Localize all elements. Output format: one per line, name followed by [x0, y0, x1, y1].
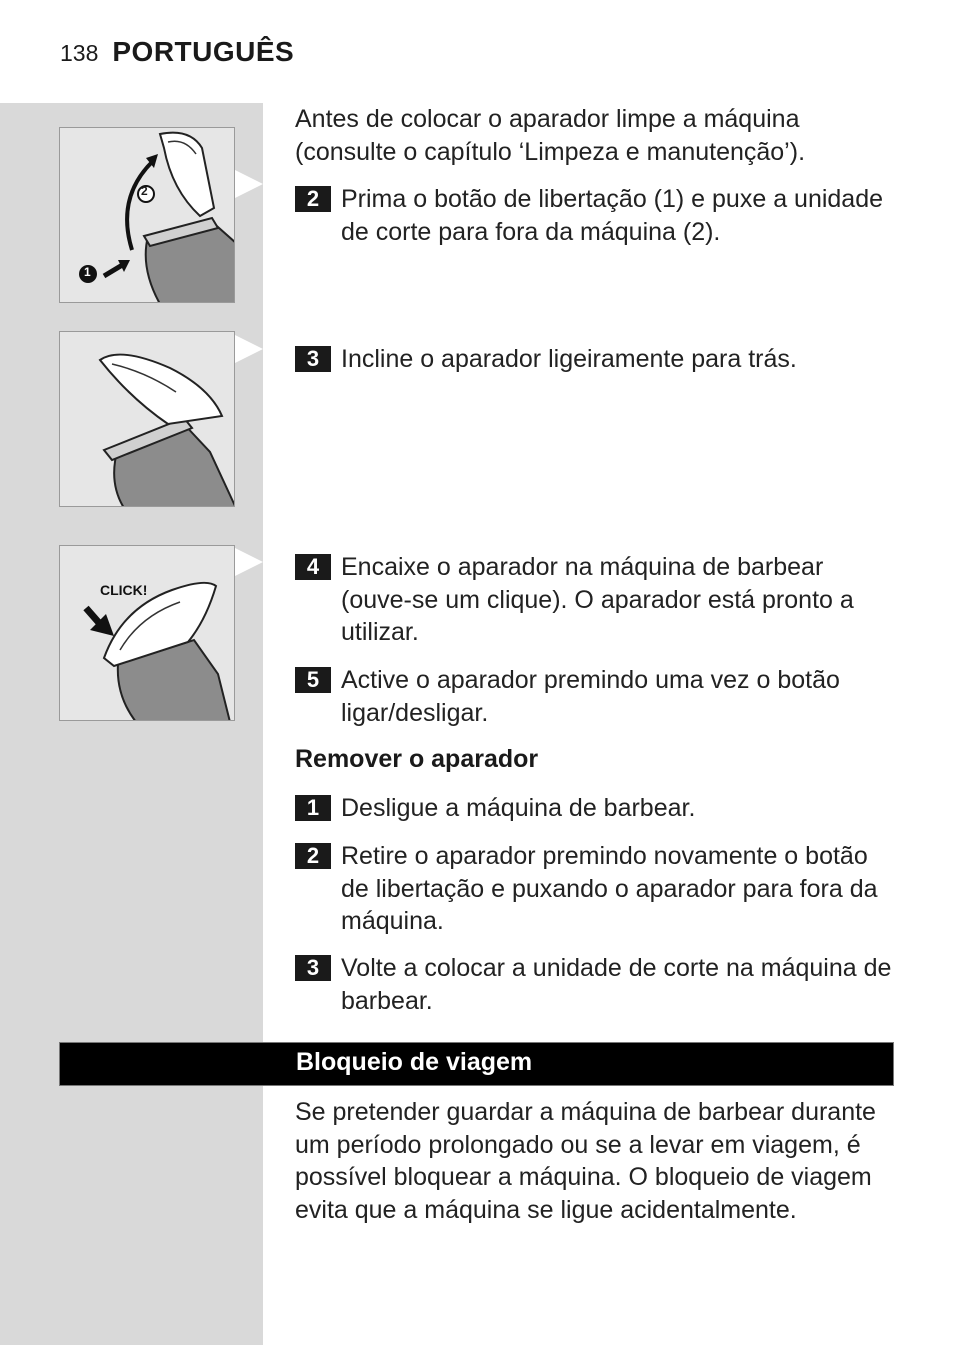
- callout-1: 1: [84, 265, 91, 279]
- subsection-title: Remover o aparador: [295, 745, 539, 773]
- section-title: Bloqueio de viagem: [296, 1048, 533, 1076]
- figure-release-cutting-unit: [59, 127, 235, 303]
- step-item: [295, 551, 900, 649]
- step-text: Prima o botão de libertação (1) e puxe a unidade de corte para fora da máquina (2).: [341, 185, 884, 246]
- step-text: Retire o aparador premindo novamente o botão de libertação e puxando o aparador para fora da máquina.: [341, 842, 878, 935]
- figure-pointer: [235, 170, 263, 198]
- figure-pointer: [235, 335, 263, 363]
- intro-paragraph: Antes de colocar o aparador limpe a máquina (consulte o capítulo ‘Limpeza e manutenção’).: [295, 105, 806, 166]
- figure-attach-trimmer: [59, 545, 235, 721]
- step-text: Incline o aparador ligeiramente para trás.: [341, 345, 797, 373]
- step-number: 3: [295, 346, 331, 372]
- click-label: CLICK!: [100, 582, 148, 598]
- travel-lock-paragraph: Se pretender guardar a máquina de barbear durante um período prolongado ou se a levar em viagem, é possível bloquear a máquina. O bloqueio de viagem evita que a máquina se ligue acidentalmente.: [295, 1098, 876, 1224]
- step-item: [295, 952, 900, 1017]
- step-number: 1: [295, 795, 331, 821]
- section-banner: [59, 1042, 894, 1086]
- step-number: 5: [295, 667, 331, 693]
- trimmer-click-illustration: [60, 546, 235, 721]
- step-text: Desligue a máquina de barbear.: [341, 794, 696, 822]
- page-number: 138: [60, 40, 99, 66]
- step-number: 2: [295, 186, 331, 212]
- step-text: Volte a colocar a unidade de corte na máquina de barbear.: [341, 954, 892, 1015]
- step-item: [295, 664, 900, 729]
- step-number: 4: [295, 554, 331, 580]
- step-item: [295, 343, 900, 376]
- callout-2: 2: [141, 184, 148, 198]
- step-item: [295, 840, 900, 938]
- step-item: [295, 183, 900, 248]
- step-number: 3: [295, 955, 331, 981]
- figure-tilt-trimmer: [59, 331, 235, 507]
- page-header: [60, 36, 294, 68]
- step-text: Active o aparador premindo uma vez o botão ligar/desligar.: [341, 666, 840, 727]
- step-number: 2: [295, 843, 331, 869]
- trimmer-tilt-illustration: [60, 332, 235, 507]
- section-language: PORTUGUÊS: [112, 36, 295, 67]
- figure-pointer: [235, 548, 263, 576]
- step-item: [295, 792, 900, 825]
- step-text: Encaixe o aparador na máquina de barbear (ouve-se um clique). O aparador está pronto a utilizar.: [341, 553, 854, 646]
